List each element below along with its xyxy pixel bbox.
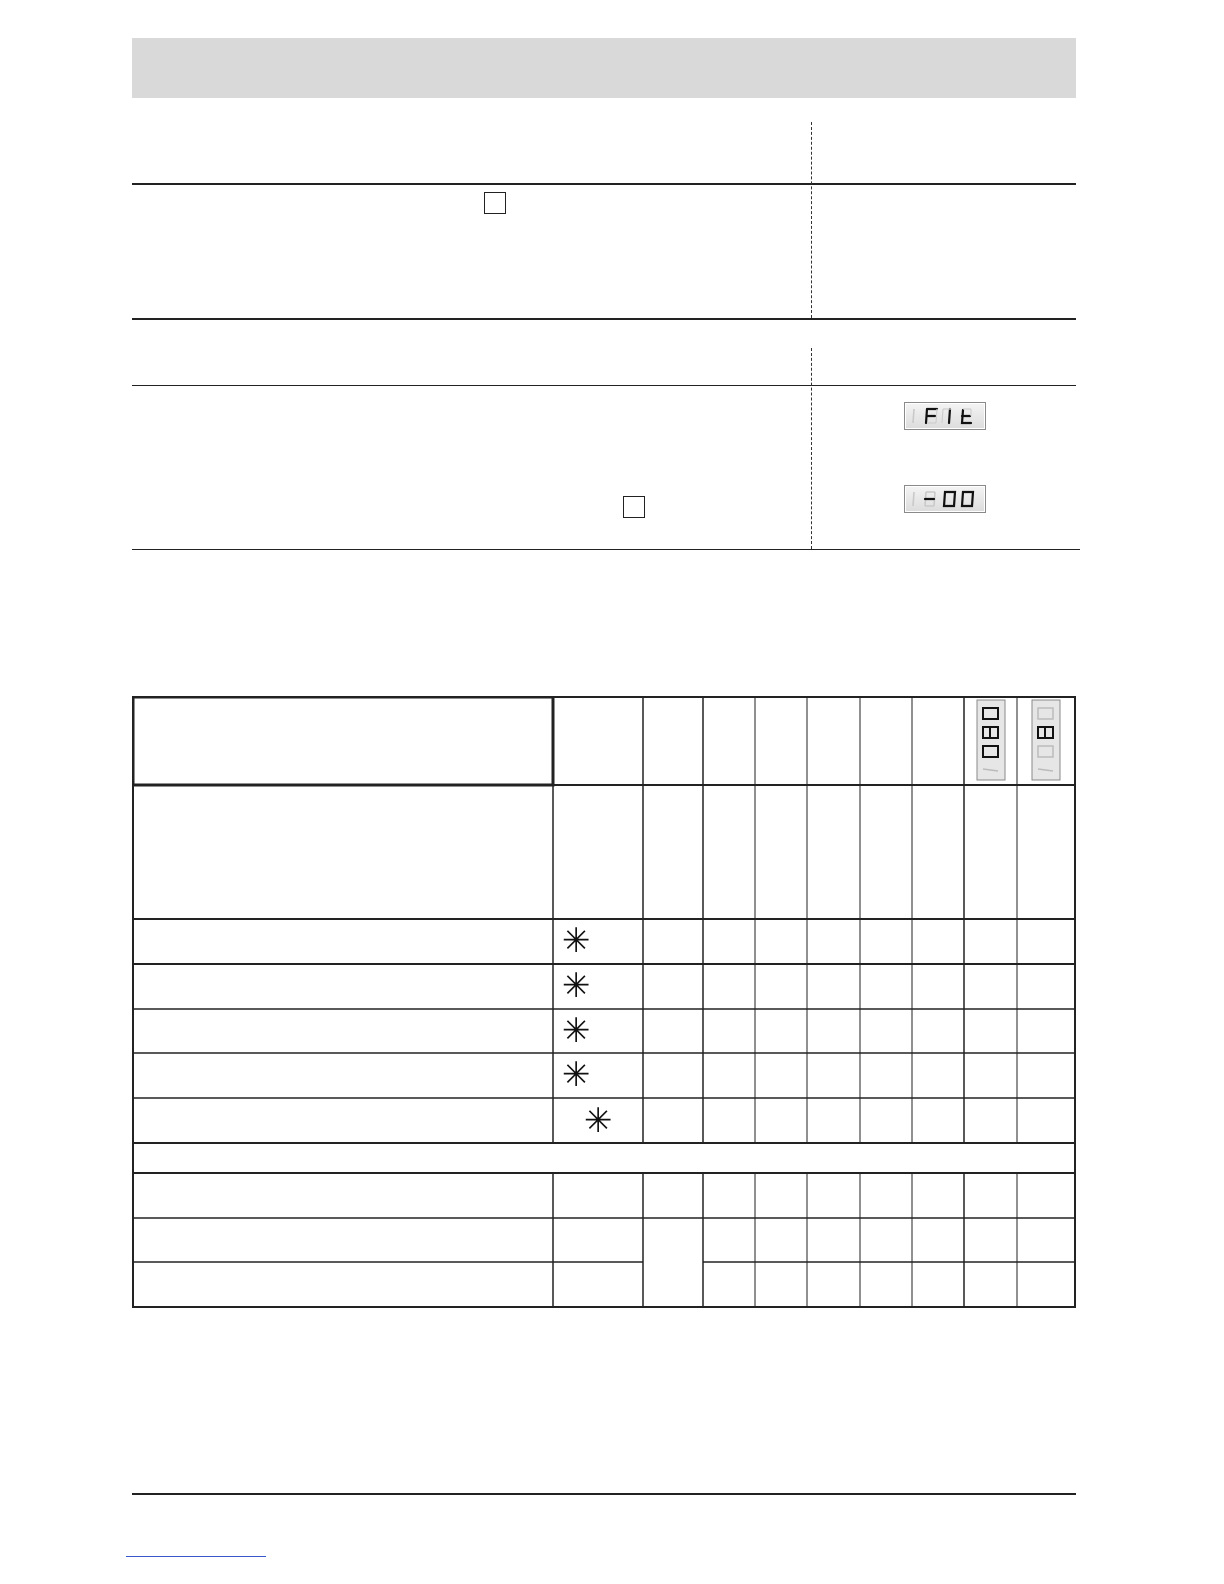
- section-rule: [132, 385, 1076, 386]
- program-table: [132, 696, 1076, 1308]
- row-marker: ✳: [562, 966, 591, 1006]
- step-box: [623, 496, 645, 518]
- row-marker: ✳: [562, 921, 591, 961]
- row-marker: ✳: [562, 1011, 591, 1051]
- section-rule: [132, 549, 1080, 550]
- row-marker: ✳: [584, 1101, 613, 1141]
- section-rule: [132, 318, 1076, 320]
- lcd-display-program: [904, 402, 986, 430]
- column-divider: [811, 122, 812, 318]
- page-header-band: [132, 38, 1076, 98]
- header-lcd-2: [1032, 700, 1060, 780]
- header-lcd-1: [977, 700, 1005, 780]
- row-marker: ✳: [562, 1055, 591, 1095]
- lcd-display-time: [904, 485, 986, 513]
- program-table-grid: [132, 696, 1076, 1308]
- footer-link-underline[interactable]: [126, 1556, 266, 1557]
- footer-rule: [132, 1493, 1076, 1495]
- section-rule: [132, 183, 1076, 185]
- step-box: [484, 192, 506, 214]
- column-divider: [811, 348, 812, 549]
